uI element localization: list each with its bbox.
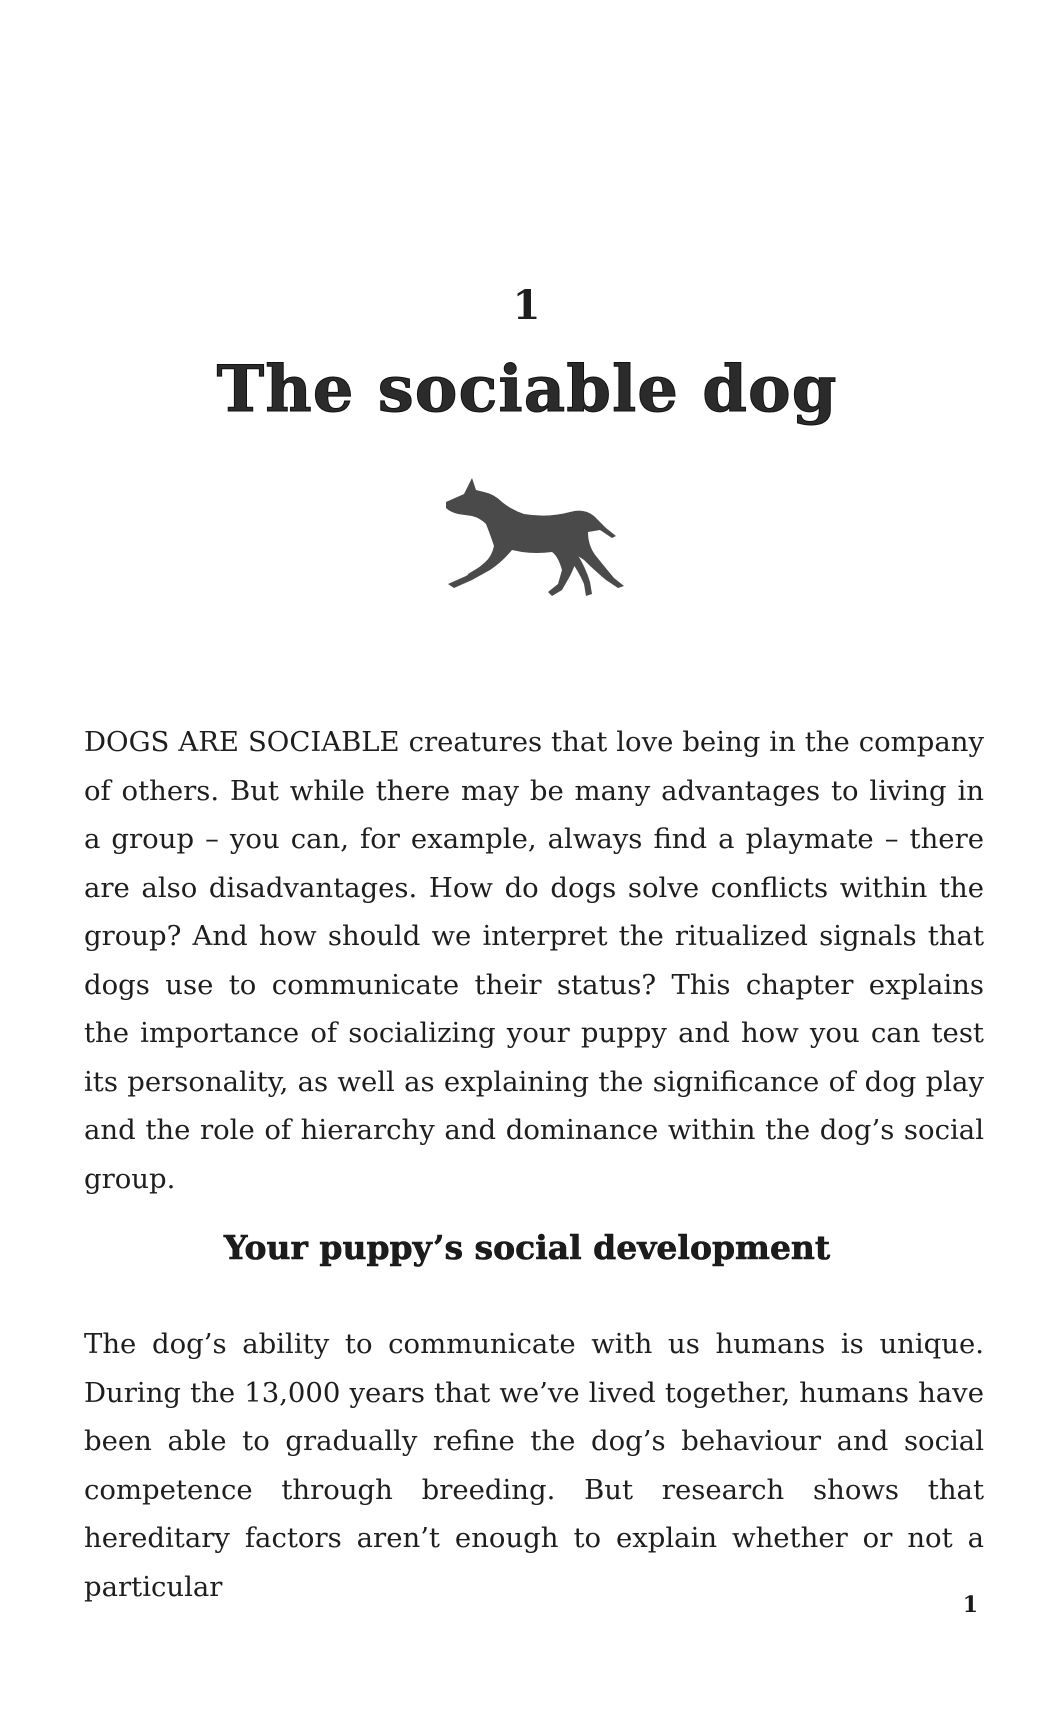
chapter-title: The sociable dog <box>216 352 838 427</box>
intro-paragraph <box>84 718 984 1203</box>
page-number: 1 <box>962 1592 978 1618</box>
section-paragraph: The dog’s ability to communicate with us humans is unique. During the 13,000 years that we’ve lived together, humans have been able to gradually refine the dog’s behaviour and social competence through breeding. But research shows that hereditary factors aren’t enough to explain whether or not a particular <box>84 1328 984 1603</box>
intro-text: creatures that love being in the company of others. But while there may be many advantages to living in a group – you can, for example, always find a playmate – there are also disadvantages. How do dogs solve conflicts within the group? And how should we interpret the ritualized signals that dogs use to communicate their status? This chapter explains the importance of socializing your puppy and how you can test its personality, as well as explaining the significance of dog play and the role of hierarchy and dominance within the dog’s social group. <box>84 726 984 1195</box>
section-heading: Your puppy’s social development <box>223 1228 831 1267</box>
running-dog-silhouette-icon <box>428 472 648 612</box>
chapter-number: 1 <box>512 282 542 329</box>
intro-lead-in: DOGS ARE SOCIABLE <box>84 726 400 758</box>
